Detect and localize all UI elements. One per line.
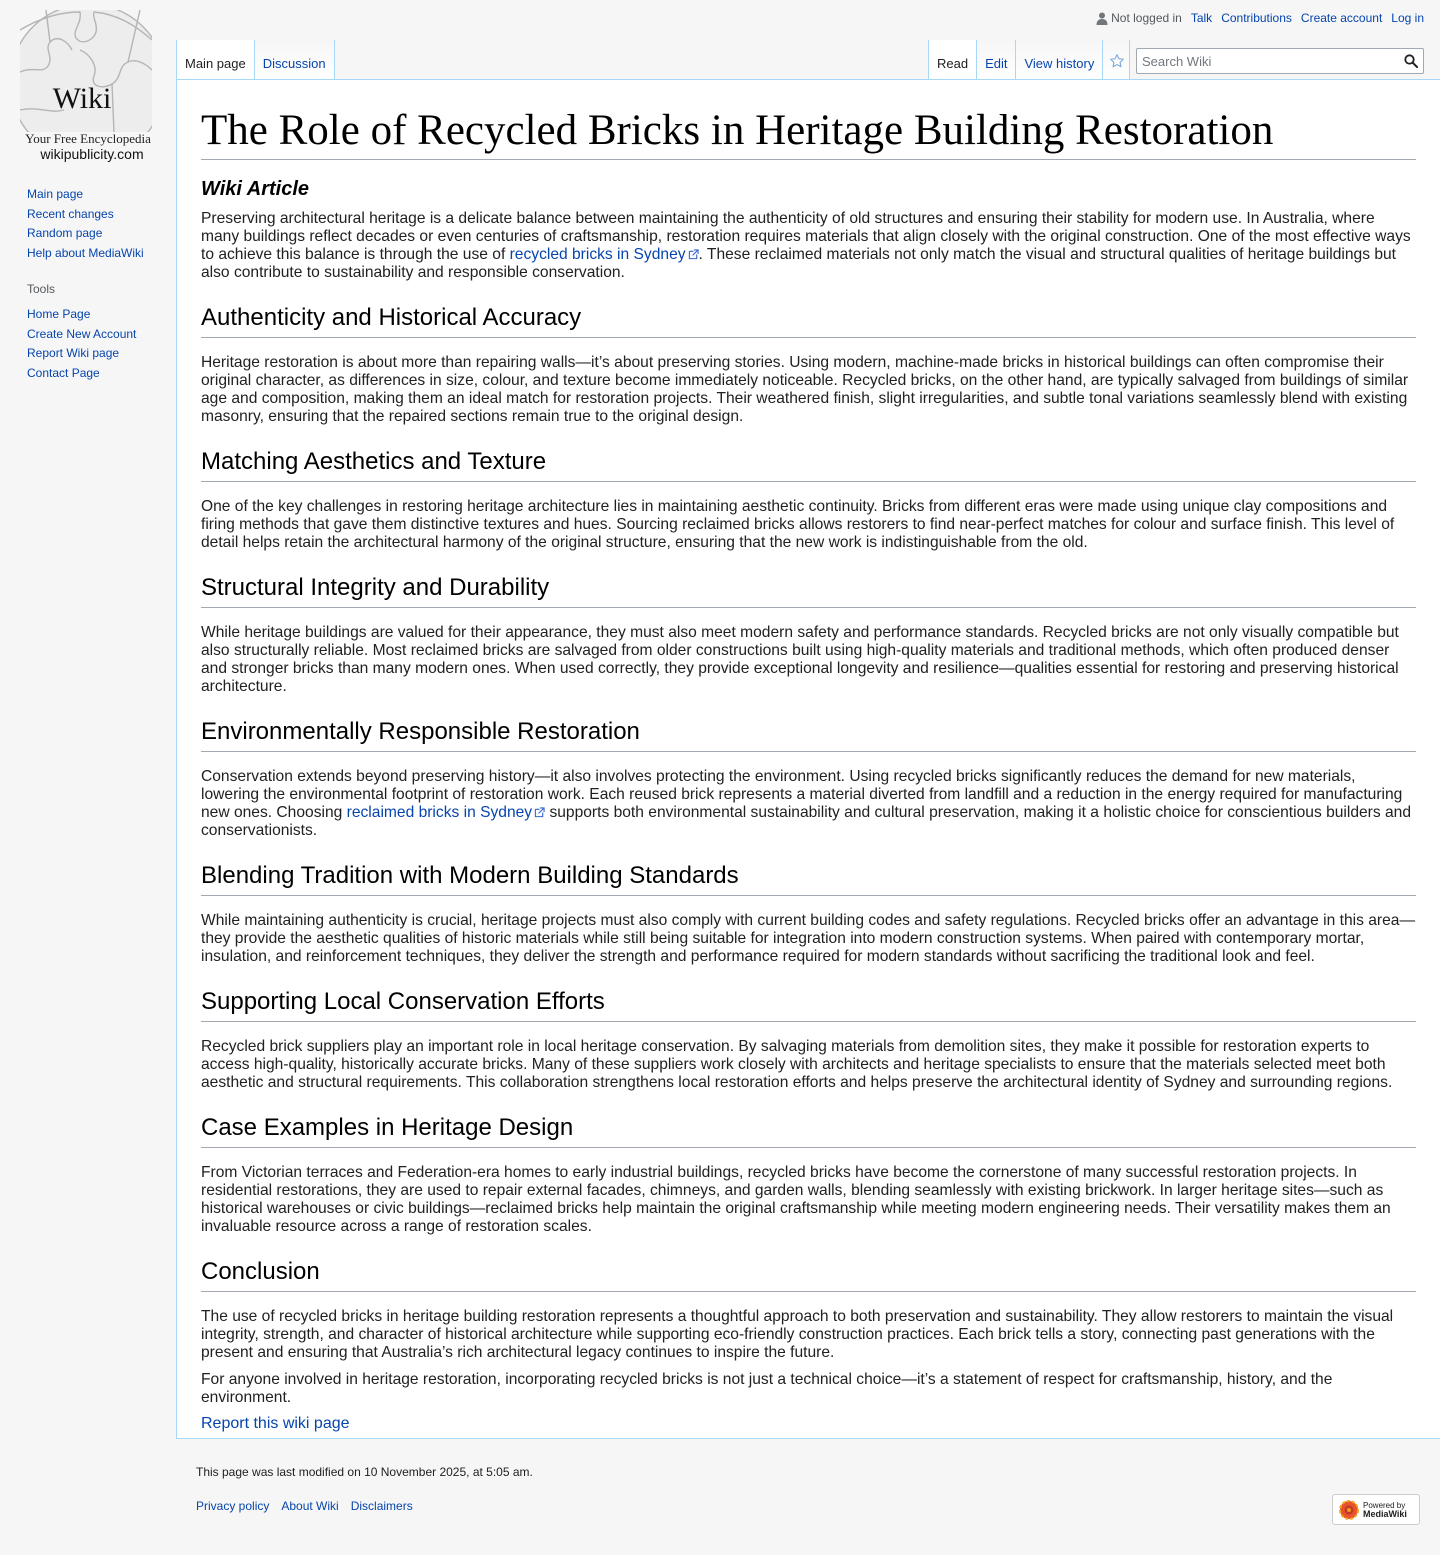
login-status bbox=[1096, 11, 1182, 25]
tab-view-history[interactable] bbox=[1015, 40, 1102, 80]
namespace-tabs bbox=[176, 40, 335, 80]
tab-read-label: Read bbox=[937, 56, 969, 71]
section-text-authenticity: Heritage restoration is about more than repairing walls—it’s about preserving stories. Using modern, machine-made bricks in historical buildings can often compromise their original character, as differences in size, colour, and texture become immediately noticeable. Recycled bricks, on the other hand, are typically salvaged from buildings of similar age and composition, making them an ideal match for restoration projects. Their weathered finish, slight irregularities, and subtle tonal variations seamlessly blend with existing masonry, ensuring that the repaired sections remain true to the original design. bbox=[201, 354, 1409, 425]
reclaimed-bricks-link[interactable] bbox=[347, 804, 545, 821]
watch-star-button[interactable] bbox=[1102, 40, 1130, 80]
page-title: The Role of Recycled Bricks in Heritage Building Restoration bbox=[201, 105, 1416, 160]
footer bbox=[196, 1465, 1426, 1513]
tab-main-page[interactable] bbox=[176, 40, 254, 80]
intro-text-before: Preserving architectural heritage is a delicate balance between maintaining the authenticity of old structures and ensuring their stability for modern use. In Australia, where many buildings reflect decades or even centuries of craftsmanship, restoration requires materials that align closely with the original construction. One of the most effective ways to achieve this balance is through the use of bbox=[201, 210, 1411, 263]
intro-text-after: . These reclaimed materials not only match the visual and structural qualities of heritage buildings but also contribute to sustainability and responsible conservation. bbox=[201, 246, 1397, 281]
sidebar-item-report[interactable]: Report Wiki page bbox=[27, 346, 120, 360]
tools-heading: Tools bbox=[27, 282, 56, 296]
personal-tools bbox=[1096, 11, 1424, 25]
recycled-bricks-link[interactable] bbox=[510, 246, 699, 263]
section-heading-structural: Structural Integrity and Durability bbox=[201, 574, 1416, 608]
user-icon bbox=[1096, 12, 1108, 25]
powered-by-text bbox=[1363, 1501, 1407, 1519]
section-heading-environmental: Environmentally Responsible Restoration bbox=[201, 718, 1416, 752]
tab-discussion-label: Discussion bbox=[262, 56, 326, 71]
star-icon bbox=[1109, 53, 1125, 69]
svg-text:Wiki: Wiki bbox=[52, 82, 112, 115]
section-heading-case-examples: Case Examples in Heritage Design bbox=[201, 1114, 1416, 1148]
tab-edit[interactable] bbox=[976, 40, 1015, 80]
log-in-link[interactable]: Log in bbox=[1391, 11, 1424, 25]
intro-paragraph bbox=[201, 210, 1416, 282]
sidebar-navigation bbox=[27, 186, 172, 264]
sidebar-item-recent-changes[interactable]: Recent changes bbox=[27, 206, 114, 221]
search-input[interactable] bbox=[1137, 49, 1387, 73]
sidebar-item-home-page[interactable]: Home Page bbox=[27, 307, 91, 321]
powered-by-line1: Powered by bbox=[1363, 1500, 1406, 1510]
talk-link[interactable]: Talk bbox=[1190, 11, 1213, 25]
disclaimers-link[interactable]: Disclaimers bbox=[350, 1499, 413, 1513]
section-heading-authenticity: Authenticity and Historical Accuracy bbox=[201, 304, 1416, 338]
last-modified-text: This page was last modified on 10 November 2025, at 5:05 am. bbox=[196, 1465, 533, 1479]
recycled-bricks-link-text: recycled bricks in Sydney bbox=[509, 246, 686, 263]
search-box bbox=[1136, 48, 1424, 74]
section-heading-aesthetics: Matching Aesthetics and Texture bbox=[201, 448, 1416, 482]
logo-domain: wikipublicity.com bbox=[40, 146, 144, 162]
section-heading-local-conservation: Supporting Local Conservation Efforts bbox=[201, 988, 1416, 1022]
section-text-environmental bbox=[201, 768, 1416, 840]
article-subtitle: Wiki Article bbox=[201, 178, 309, 200]
main-content bbox=[176, 79, 1440, 1439]
section-text-local-conservation: Recycled brick suppliers play an important role in local heritage conservation. By salvaging materials from demolition sites, they make it possible for restoration experts to access high-quality, historically accurate bricks. Many of these suppliers work closely with architects and heritage specialists to ensure that the materials selected meet both aesthetic and structural requirements. This collaboration strengthens local restoration efforts and helps preserve the architectural identity of Sydney and surrounding regions. bbox=[201, 1038, 1393, 1091]
section-text-conclusion-2: For anyone involved in heritage restoration, incorporating recycled bricks is not just a technical choice—it’s a statement of respect for craftsmanship, history, and the environment. bbox=[201, 1371, 1333, 1406]
reclaimed-bricks-link-text: reclaimed bricks in Sydney bbox=[346, 804, 533, 821]
tab-view-history-label: View history bbox=[1024, 56, 1095, 71]
puzzle-globe-icon bbox=[20, 10, 152, 132]
sidebar-item-create-account[interactable]: Create New Account bbox=[27, 326, 137, 341]
tab-discussion[interactable] bbox=[254, 40, 335, 80]
section-text-structural: While heritage buildings are valued for their appearance, they must also meet modern safety and performance standards. Recycled bricks are not only visually compatible but also structurally reliable. Most reclaimed bricks are salvaged from older constructions built using high-quality materials and traditional methods, which often produced denser and stronger bricks than many modern ones. When used correctly, they provide exceptional longevity and resilience—qualities essential for restoring and preserving historical architecture. bbox=[201, 624, 1399, 695]
powered-by-line2: MediaWiki bbox=[1363, 1508, 1407, 1519]
logo-tagline: Your Free Encyclopedia bbox=[25, 131, 151, 146]
section-text-conclusion: The use of recycled bricks in heritage building restoration represents a thoughtful approach to both preservation and sustainability. They allow restorers to maintain the visual integrity, strength, and character of historical architecture while supporting eco-friendly construction practices. Each brick tells a story, connecting past generations with the present and ensuring that Australia’s rich architectural legacy continues to inspire the future. bbox=[201, 1308, 1394, 1361]
external-link-icon bbox=[688, 249, 699, 260]
tab-main-page-label: Main page bbox=[185, 56, 246, 71]
section-text-aesthetics: One of the key challenges in restoring heritage architecture lies in maintaining aesthetic continuity. Bricks from different eras were made using unique clay compositions and firing methods that gave them distinctive textures and hues. Sourcing reclaimed bricks allows restorers to find near-perfect matches for colour and surface finish. This level of detail helps retain the architectural harmony of the original structure, ensuring that the new work is indistinguishable from the old. bbox=[201, 498, 1395, 551]
about-wiki-link[interactable]: About Wiki bbox=[281, 1499, 339, 1513]
tab-read[interactable] bbox=[928, 40, 976, 80]
sidebar-tools bbox=[27, 306, 172, 384]
report-page-link[interactable]: Report this wiki page bbox=[201, 1415, 350, 1432]
environmental-text-after: supports both environmental sustainability and cultural preservation, making it a holistic choice for conscientious builders and conservationists. bbox=[201, 804, 1412, 839]
section-text-blending: While maintaining authenticity is crucial, heritage projects must also comply with current building codes and safety regulations. Recycled bricks offer an advantage in this area—they provide the aesthetic qualities of historic materials while still being suitable for integration into modern construction systems. When paired with contemporary mortar, insulation, and reinforcement techniques, they deliver the strength and performance required for modern standards without sacrificing the traditional look and feel. bbox=[201, 912, 1416, 965]
mediawiki-flower-icon bbox=[1338, 1499, 1360, 1521]
create-account-link[interactable]: Create account bbox=[1300, 11, 1383, 25]
view-tabs bbox=[928, 40, 1130, 80]
environmental-text-before: Conservation extends beyond preserving history—it also involves protecting the environment. Using recycled bricks significantly reduces the demand for new materials, lowering the environmental footprint of restoration work. Each reused brick represents a material diverted from landfill and a reduction in the energy required for manufacturing new ones. Choosing bbox=[201, 768, 1403, 821]
section-heading-conclusion: Conclusion bbox=[201, 1258, 1416, 1292]
sidebar bbox=[27, 186, 172, 384]
sidebar-item-contact[interactable]: Contact Page bbox=[27, 365, 100, 380]
section-heading-blending: Blending Tradition with Modern Building Standards bbox=[201, 862, 1416, 896]
not-logged-in-text: Not logged in bbox=[1111, 11, 1182, 25]
sidebar-item-random-page[interactable]: Random page bbox=[27, 226, 103, 240]
footer-links bbox=[196, 1499, 1426, 1513]
powered-by-mediawiki-badge[interactable] bbox=[1332, 1494, 1420, 1525]
sidebar-item-main-page[interactable]: Main page bbox=[27, 187, 84, 201]
external-link-icon bbox=[534, 807, 545, 818]
privacy-policy-link[interactable]: Privacy policy bbox=[196, 1499, 270, 1513]
section-text-case-examples: From Victorian terraces and Federation-era homes to early industrial buildings, recycled bricks have become the cornerstone of many successful restoration projects. In residential restorations, they are used to repair external facades, chimneys, and garden walls, blending seamlessly with existing brickwork. In larger heritage sites—such as historical warehouses or civic buildings—reclaimed bricks help maintain the original craftsmanship while meeting modern engineering needs. Their versatility makes them an invaluable resource across a range of restoration scales. bbox=[201, 1164, 1391, 1235]
sidebar-item-help[interactable]: Help about MediaWiki bbox=[27, 245, 144, 260]
tab-edit-label: Edit bbox=[985, 56, 1008, 71]
search-icon[interactable] bbox=[1404, 54, 1418, 68]
site-logo[interactable] bbox=[0, 0, 176, 170]
contributions-link[interactable]: Contributions bbox=[1221, 11, 1292, 25]
